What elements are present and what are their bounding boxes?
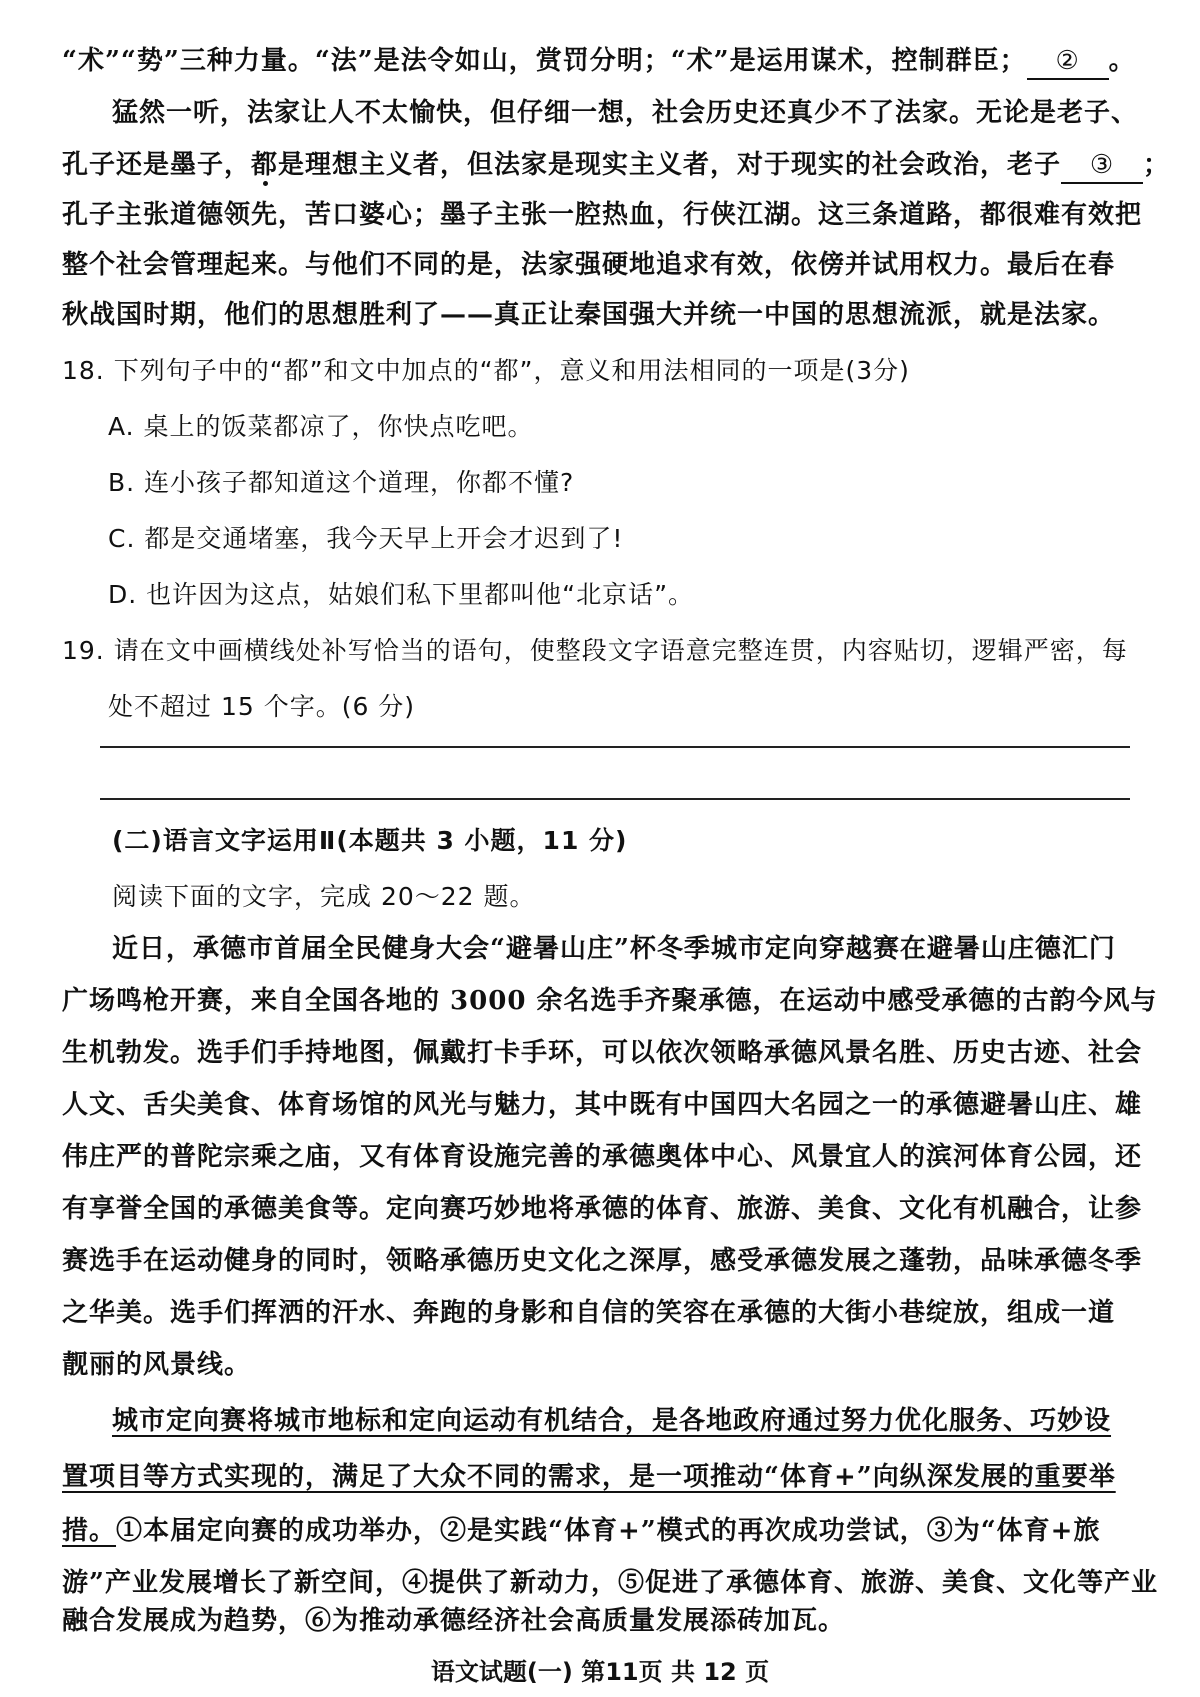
passage2-line9: 靓丽的风景线。	[62, 1350, 252, 1380]
question-18-stem: 18. 下列句子中的“都”和文中加点的“都”，意义和用法相同的一项是(3分)	[62, 356, 910, 385]
section-2-instruction: 阅读下面的文字，完成 20～22 题。	[112, 882, 536, 911]
passage1-line5: 整个社会管理起来。与他们不同的是，法家强硬地追求有效，依傍并试用权力。最后在春	[62, 250, 1116, 280]
passage2-line13: 游”产业发展增长了新空间，④提供了新动力，⑤促进了承德体育、旅游、美食、文化等产业	[62, 1568, 1158, 1598]
passage1-line4: 孔子主张道德领先，苦口婆心；墨子主张一腔热血，行侠江湖。这三条道路，都很难有效把	[62, 200, 1143, 230]
answer-line-1	[100, 746, 1130, 748]
passage2-line1: 近日，承德市首届全民健身大会“避暑山庄”杯冬季城市定向穿越赛在避暑山庄德汇门	[112, 934, 1116, 964]
passage1-line3-start: 孔子还是墨子，	[62, 150, 252, 180]
underlined-sentence-line1: 城市定向赛将城市地标和定向运动有机结合，是各地政府通过努力优化服务、巧妙设	[112, 1406, 1112, 1436]
question-18-option-a: A. 桌上的饭菜都凉了，你快点吃吧。	[108, 412, 534, 441]
question-18-option-d: D. 也许因为这点，姑娘们私下里都叫他“北京话”。	[108, 580, 695, 609]
passage2-line3: 生机勃发。选手们手持地图，佩戴打卡手环，可以依次领略承德风景名胜、历史古迹、社会	[62, 1038, 1143, 1068]
passage1-line3	[62, 148, 1170, 184]
passage2-line12-text: ①本届定向赛的成功举办，②是实践“体育+”模式的再次成功尝试，③为“体育+旅	[116, 1516, 1101, 1546]
question-19-stem-line1: 19. 请在文中画横线处补写恰当的语句，使整段文字语意完整连贯，内容贴切，逻辑严密，每	[62, 636, 1128, 665]
passage1-line1	[62, 44, 1136, 80]
passage1-line3-end: ；	[1143, 150, 1171, 180]
passage1-line3-mid: 是理想主义者，但法家是现实主义者，对于现实的社会政治，老子	[278, 150, 1062, 180]
passage2-line12	[62, 1514, 1100, 1548]
question-18-option-c: C. 都是交通堵塞，我今天早上开会才迟到了!	[108, 524, 624, 553]
answer-line-2	[100, 798, 1130, 800]
question-19-stem-line2: 处不超过 15 个字。(6 分)	[108, 692, 416, 721]
underlined-sentence-line2: 置项目等方式实现的，满足了大众不同的需求，是一项推动“体育+”向纵深发展的重要举	[62, 1462, 1116, 1492]
passage2-line8: 之华美。选手们挥洒的汗水、奔跑的身影和自信的笑容在承德的大街小巷绽放，组成一道	[62, 1298, 1116, 1328]
passage1-line2: 猛然一听，法家让人不太愉快，但仔细一想，社会历史还真少不了法家。无论是老子、	[112, 98, 1139, 128]
passage1-line6: 秋战国时期，他们的思想胜利了——真正让秦国强大并统一中国的思想流派，就是法家。	[62, 300, 1116, 330]
underlined-sentence-line3: 措。	[62, 1516, 117, 1546]
dotted-character-du: 都	[251, 150, 279, 180]
passage2-line14: 融合发展成为趋势，⑥为推动承德经济社会高质量发展添砖加瓦。	[62, 1606, 846, 1636]
passage1-line1-end: 。	[1108, 46, 1136, 76]
passage2-line4: 人文、舌尖美食、体育场馆的风光与魅力，其中既有中国四大名园之一的承德避暑山庄、雄	[62, 1090, 1143, 1120]
passage1-line1-text: “术”“势”三种力量。“法”是法令如山，赏罚分明；“术”是运用谋术，控制群臣；	[62, 46, 1027, 76]
passage2-line6: 有享誉全国的承德美食等。定向赛巧妙地将承德的体育、旅游、美食、文化有机融合，让参	[62, 1194, 1143, 1224]
section-2-title: (二)语言文字运用Ⅱ(本题共 3 小题，11 分)	[112, 826, 628, 855]
passage2-line7: 赛选手在运动健身的同时，领略承德历史文化之深厚，感受承德发展之蓬勃，品味承德冬季	[62, 1246, 1143, 1276]
passage2-line5: 伟庄严的普陀宗乘之庙，又有体育设施完善的承德奥体中心、风景宜人的滨河体育公园，还	[62, 1142, 1143, 1172]
blank-2: ②	[1027, 44, 1109, 80]
blank-3: ③	[1061, 148, 1143, 184]
passage2-line2: 广场鸣枪开赛，来自全国各地的 3000 余名选手齐聚承德，在运动中感受承德的古韵今风与	[62, 986, 1158, 1016]
page-footer: 语文试题(一) 第11页 共 12 页	[430, 1658, 770, 1686]
question-18-option-b: B. 连小孩子都知道这个道理，你都不懂?	[108, 468, 575, 497]
